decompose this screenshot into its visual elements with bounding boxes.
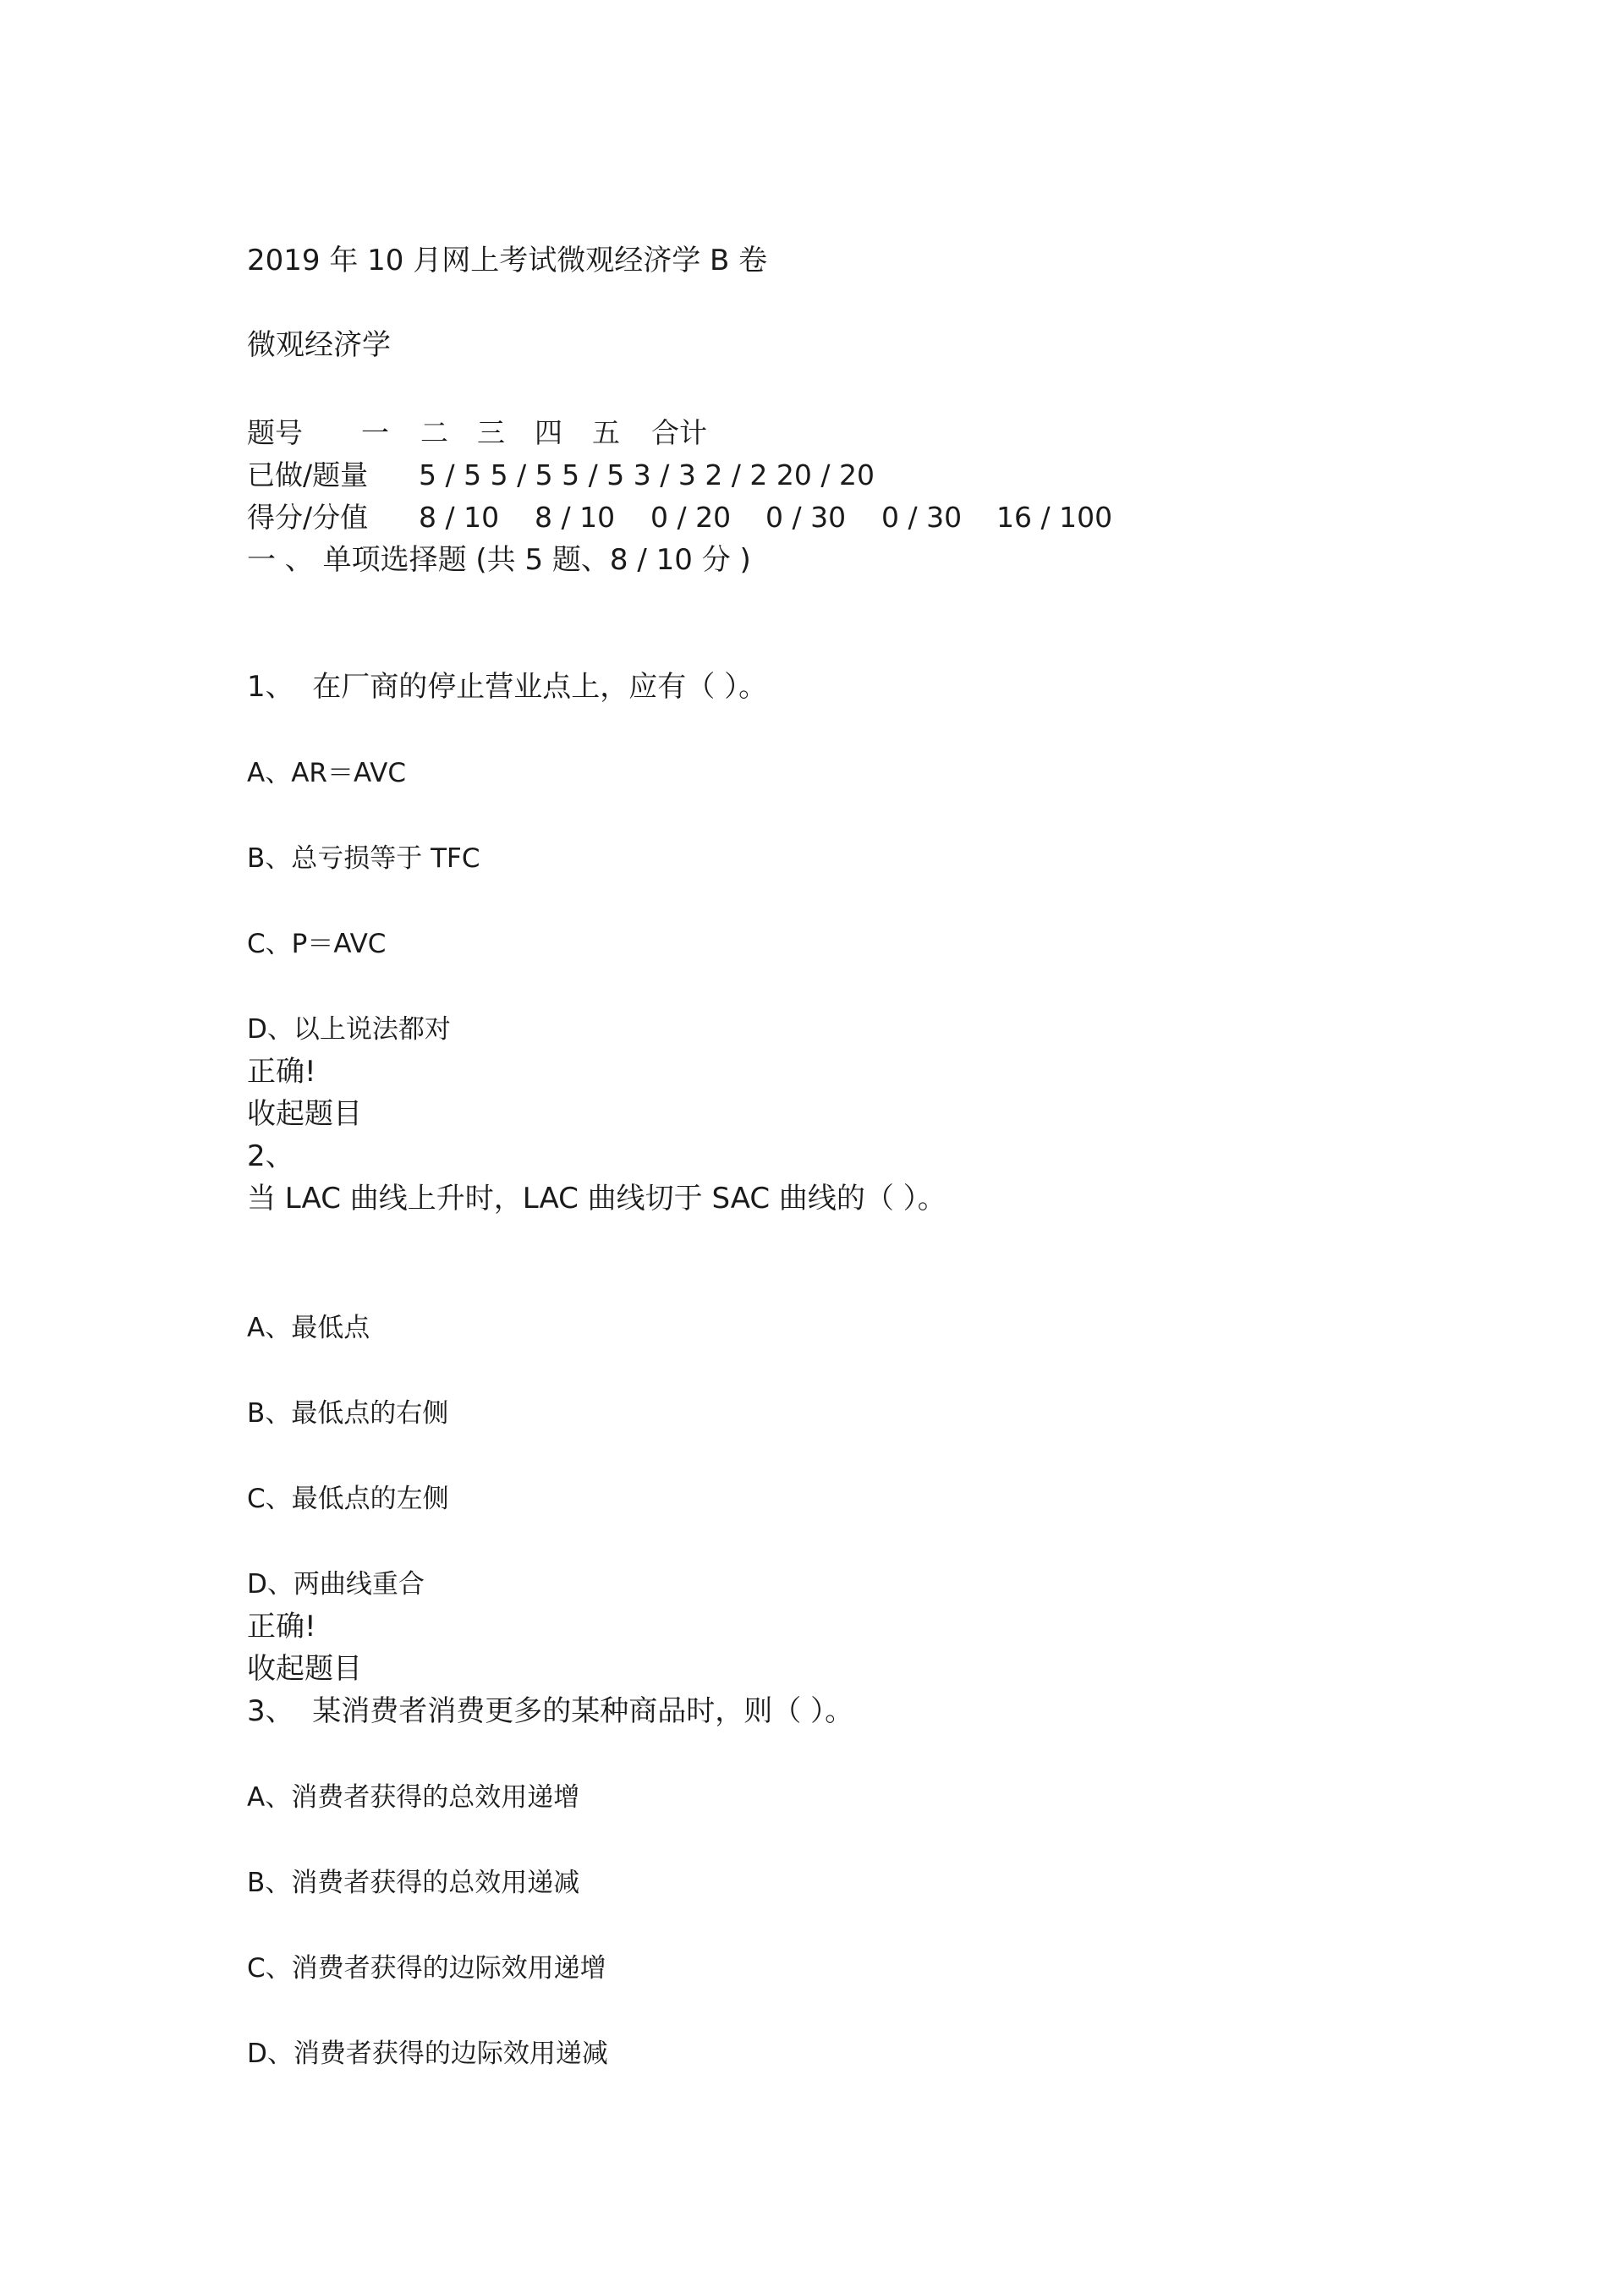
question-3-stem: [247, 1694, 853, 1728]
score-value-5: 0 / 30: [881, 501, 963, 534]
question-1-stem: [247, 670, 767, 704]
question-text: 在厂商的停止营业点上，应有（ ）。: [312, 670, 768, 704]
question-1-option-b[interactable]: B、总亏损等于 TFC: [247, 843, 480, 874]
score-value-3: 0 / 20: [650, 501, 732, 534]
question-1-collapse-link[interactable]: 收起题目: [247, 1097, 362, 1131]
score-table-score-row: [247, 501, 1113, 535]
question-3-option-d[interactable]: D、消费者获得的边际效用递减: [247, 2039, 608, 2069]
question-text: 某消费者消费更多的某种商品时，则（ ）。: [312, 1694, 854, 1728]
exam-title: 2019 年 10 月网上考试微观经济学 B 卷: [247, 244, 768, 277]
question-2-option-b[interactable]: B、最低点的右侧: [247, 1398, 449, 1429]
question-number: 3、: [247, 1694, 294, 1728]
header-cell-4: 四: [535, 416, 562, 449]
question-2-option-d[interactable]: D、两曲线重合: [247, 1569, 425, 1600]
question-2-stem: 当 LAC 曲线上升时，LAC 曲线切于 SAC 曲线的（ ）。: [247, 1182, 946, 1216]
done-values: 5 / 5 5 / 5 5 / 5 3 / 3 2 / 2 20 / 20: [419, 458, 875, 491]
header-cell-3: 三: [477, 416, 505, 449]
question-3-option-c[interactable]: C、消费者获得的边际效用递增: [247, 1953, 606, 1984]
question-2-option-c[interactable]: C、最低点的左侧: [247, 1484, 449, 1514]
question-number: 1、: [247, 670, 294, 704]
header-cell-2: 二: [420, 416, 448, 449]
header-cell-number: 题号: [247, 416, 303, 449]
question-1-option-d[interactable]: D、以上说法都对: [247, 1014, 451, 1045]
question-2-collapse-link[interactable]: 收起题目: [247, 1652, 362, 1686]
question-2-option-a[interactable]: A、最低点: [247, 1313, 370, 1343]
question-2-result: 正确!: [247, 1610, 316, 1644]
score-value-total: 16 / 100: [996, 501, 1113, 534]
score-value-2: 8 / 10: [535, 501, 616, 534]
question-3-option-b[interactable]: B、消费者获得的总效用递减: [247, 1868, 580, 1898]
header-cell-1: 一: [361, 416, 389, 449]
header-cell-5: 五: [592, 416, 620, 449]
question-2-number: 2、: [247, 1139, 294, 1173]
score-table-header: [247, 416, 707, 450]
score-label: 得分/分值: [247, 501, 369, 534]
done-label: 已做/题量: [247, 458, 369, 491]
question-1-result: 正确!: [247, 1055, 316, 1089]
question-1-option-a[interactable]: A、AR＝AVC: [247, 758, 407, 788]
question-1-option-c[interactable]: C、P＝AVC: [247, 929, 387, 959]
subject-name: 微观经济学: [247, 328, 391, 362]
score-value-4: 0 / 30: [765, 501, 847, 534]
section-heading: 一 、 单项选择题 (共 5 题、8 / 10 分 ): [247, 543, 751, 577]
header-cell-total: 合计: [651, 416, 707, 449]
question-3-option-a[interactable]: A、消费者获得的总效用递增: [247, 1782, 580, 1813]
score-value-1: 8 / 10: [419, 501, 500, 534]
score-table-done-row: [247, 458, 875, 492]
